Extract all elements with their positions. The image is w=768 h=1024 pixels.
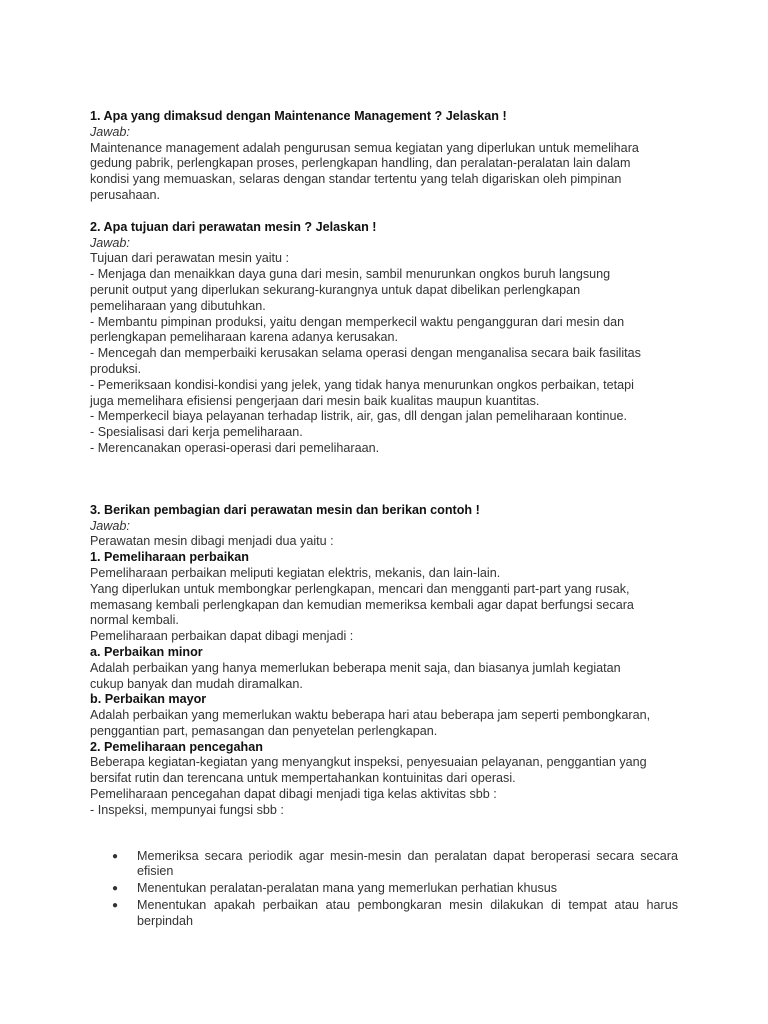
bullet-icon: ●	[112, 883, 119, 895]
answer-line: gedung pabrik, perlengkapan proses, perlengkapan handling, dan peralatan-peralatan lain dalam	[90, 156, 631, 171]
list-item-text: Menentukan apakah perbaikan atau pembongkaran mesin dilakukan di tempat atau harus berpindah	[137, 898, 678, 928]
list-item-text: Menentukan peralatan-peralatan mana yang memerlukan perhatian khusus	[137, 881, 558, 896]
paragraph-line: penggantian part, pemasangan dan penyetelan perlengkapan.	[90, 723, 438, 738]
question-1-answer	[90, 141, 678, 204]
paragraph-line: normal kembali.	[90, 613, 179, 628]
answer-line: - Merencanakan operasi-operasi dari pemeliharaan.	[90, 440, 380, 455]
answer-line: perlengkapan pemeliharaan karena adanya kerusakan.	[90, 330, 399, 345]
paragraph-line: bersifat rutin dan terencana untuk mempertahankan kontuinitas dari operasi.	[90, 771, 516, 786]
paragraph-line: - Inspeksi, mempunyai fungsi sbb :	[90, 802, 284, 817]
paragraph-line: cukup banyak dan mudah diramalkan.	[90, 676, 303, 691]
bullet-icon: ●	[112, 850, 119, 862]
paragraph-line: memasang kembali perlengkapan dan kemudian memeriksa kembali agar dapat berfungsi secara	[90, 597, 634, 612]
list-item	[90, 849, 678, 881]
question-3-answer-label: Jawab:	[90, 518, 130, 533]
answer-line: - Mencegah dan memperbaiki kerusakan selama operasi dengan menganalisa secara baik fasilitas	[90, 346, 641, 361]
answer-line: kondisi yang memuaskan, selaras dengan standar tertentu yang telah digariskan oleh pimpinan	[90, 172, 622, 187]
paragraph-line: Pemeliharaan pencegahan dapat dibagi menjadi tiga kelas aktivitas sbb :	[90, 787, 497, 802]
paragraph-line: Adalah perbaikan yang memerlukan waktu beberapa hari atau beberapa jam seperti pembongkaran,	[90, 708, 651, 723]
question-2-title: 2. Apa tujuan dari perawatan mesin ? Jelaskan !	[90, 219, 377, 234]
answer-line: juga memelihara efisiensi pengerjaan dari mesin baik kualitas maupun kuantitas.	[90, 393, 540, 408]
answer-line: produksi.	[90, 361, 142, 376]
answer-line: - Memperkecil biaya pelayanan terhadap listrik, air, gas, dll dengan jalan pemeliharaan kontinue.	[90, 409, 627, 424]
answer-line: Maintenance management adalah pengurusan semua kegiatan yang diperlukan untuk memelihara	[90, 140, 639, 155]
subheading-perbaikan-mayor: b. Perbaikan mayor	[90, 692, 207, 707]
answer-line: pemeliharaan yang dibutuhkan.	[90, 298, 266, 313]
paragraph-line: Pemeliharaan perbaikan dapat dibagi menjadi :	[90, 629, 354, 644]
answer-line: - Pemeriksaan kondisi-kondisi yang jelek, yang tidak hanya menurunkan ongkos perbaikan, tetapi	[90, 377, 634, 392]
section-heading-pemeliharaan-pencegahan: 2. Pemeliharaan pencegahan	[90, 739, 263, 754]
question-1-answer-label: Jawab:	[90, 124, 130, 139]
question-1-title: 1. Apa yang dimaksud dengan Maintenance Management ? Jelaskan !	[90, 109, 507, 123]
list-item	[90, 898, 678, 930]
paragraph-line: Beberapa kegiatan-kegiatan yang menyangkut inspeksi, penyesuaian pelayanan, penggantian yang	[90, 755, 647, 770]
question-2-answer	[90, 251, 678, 456]
list-item	[90, 881, 678, 897]
answer-line: perunit output yang diperlukan sekurang-kurangnya untuk dapat dibelikan perlengkapan	[90, 282, 581, 297]
paragraph-line: Adalah perbaikan yang hanya memerlukan beberapa menit saja, dan biasanya jumlah kegiatan	[90, 660, 621, 675]
inspection-function-list	[90, 849, 678, 930]
answer-intro: Perawatan mesin dibagi menjadi dua yaitu :	[90, 534, 334, 549]
section-heading-pemeliharaan-perbaikan: 1. Pemeliharaan perbaikan	[90, 550, 249, 565]
paragraph-line: Yang diperlukan untuk membongkar perlengkapan, mencari dan mengganti part-part yang rusak,	[90, 581, 630, 596]
subheading-perbaikan-minor: a. Perbaikan minor	[90, 644, 203, 659]
list-item-text: Memeriksa secara periodik agar mesin-mesin dan peralatan dapat beroperasi secara secara efisien	[137, 848, 678, 879]
question-2-answer-label: Jawab:	[90, 235, 130, 250]
answer-line: - Membantu pimpinan produksi, yaitu dengan memperkecil waktu pengangguran dari mesin dan	[90, 314, 625, 329]
answer-line: - Menjaga dan menaikkan daya guna dari mesin, sambil menurunkan ongkos buruh langsung	[90, 267, 611, 282]
document-page	[90, 109, 678, 931]
question-3-title: 3. Berikan pembagian dari perawatan mesin dan berikan contoh !	[90, 502, 480, 517]
bullet-icon: ●	[112, 900, 119, 912]
paragraph-line: Pemeliharaan perbaikan meliputi kegiatan elektris, mekanis, dan lain-lain.	[90, 565, 501, 580]
answer-line: - Spesialisasi dari kerja pemeliharaan.	[90, 425, 303, 440]
answer-line: Tujuan dari perawatan mesin yaitu :	[90, 251, 290, 266]
answer-line: perusahaan.	[90, 187, 161, 202]
